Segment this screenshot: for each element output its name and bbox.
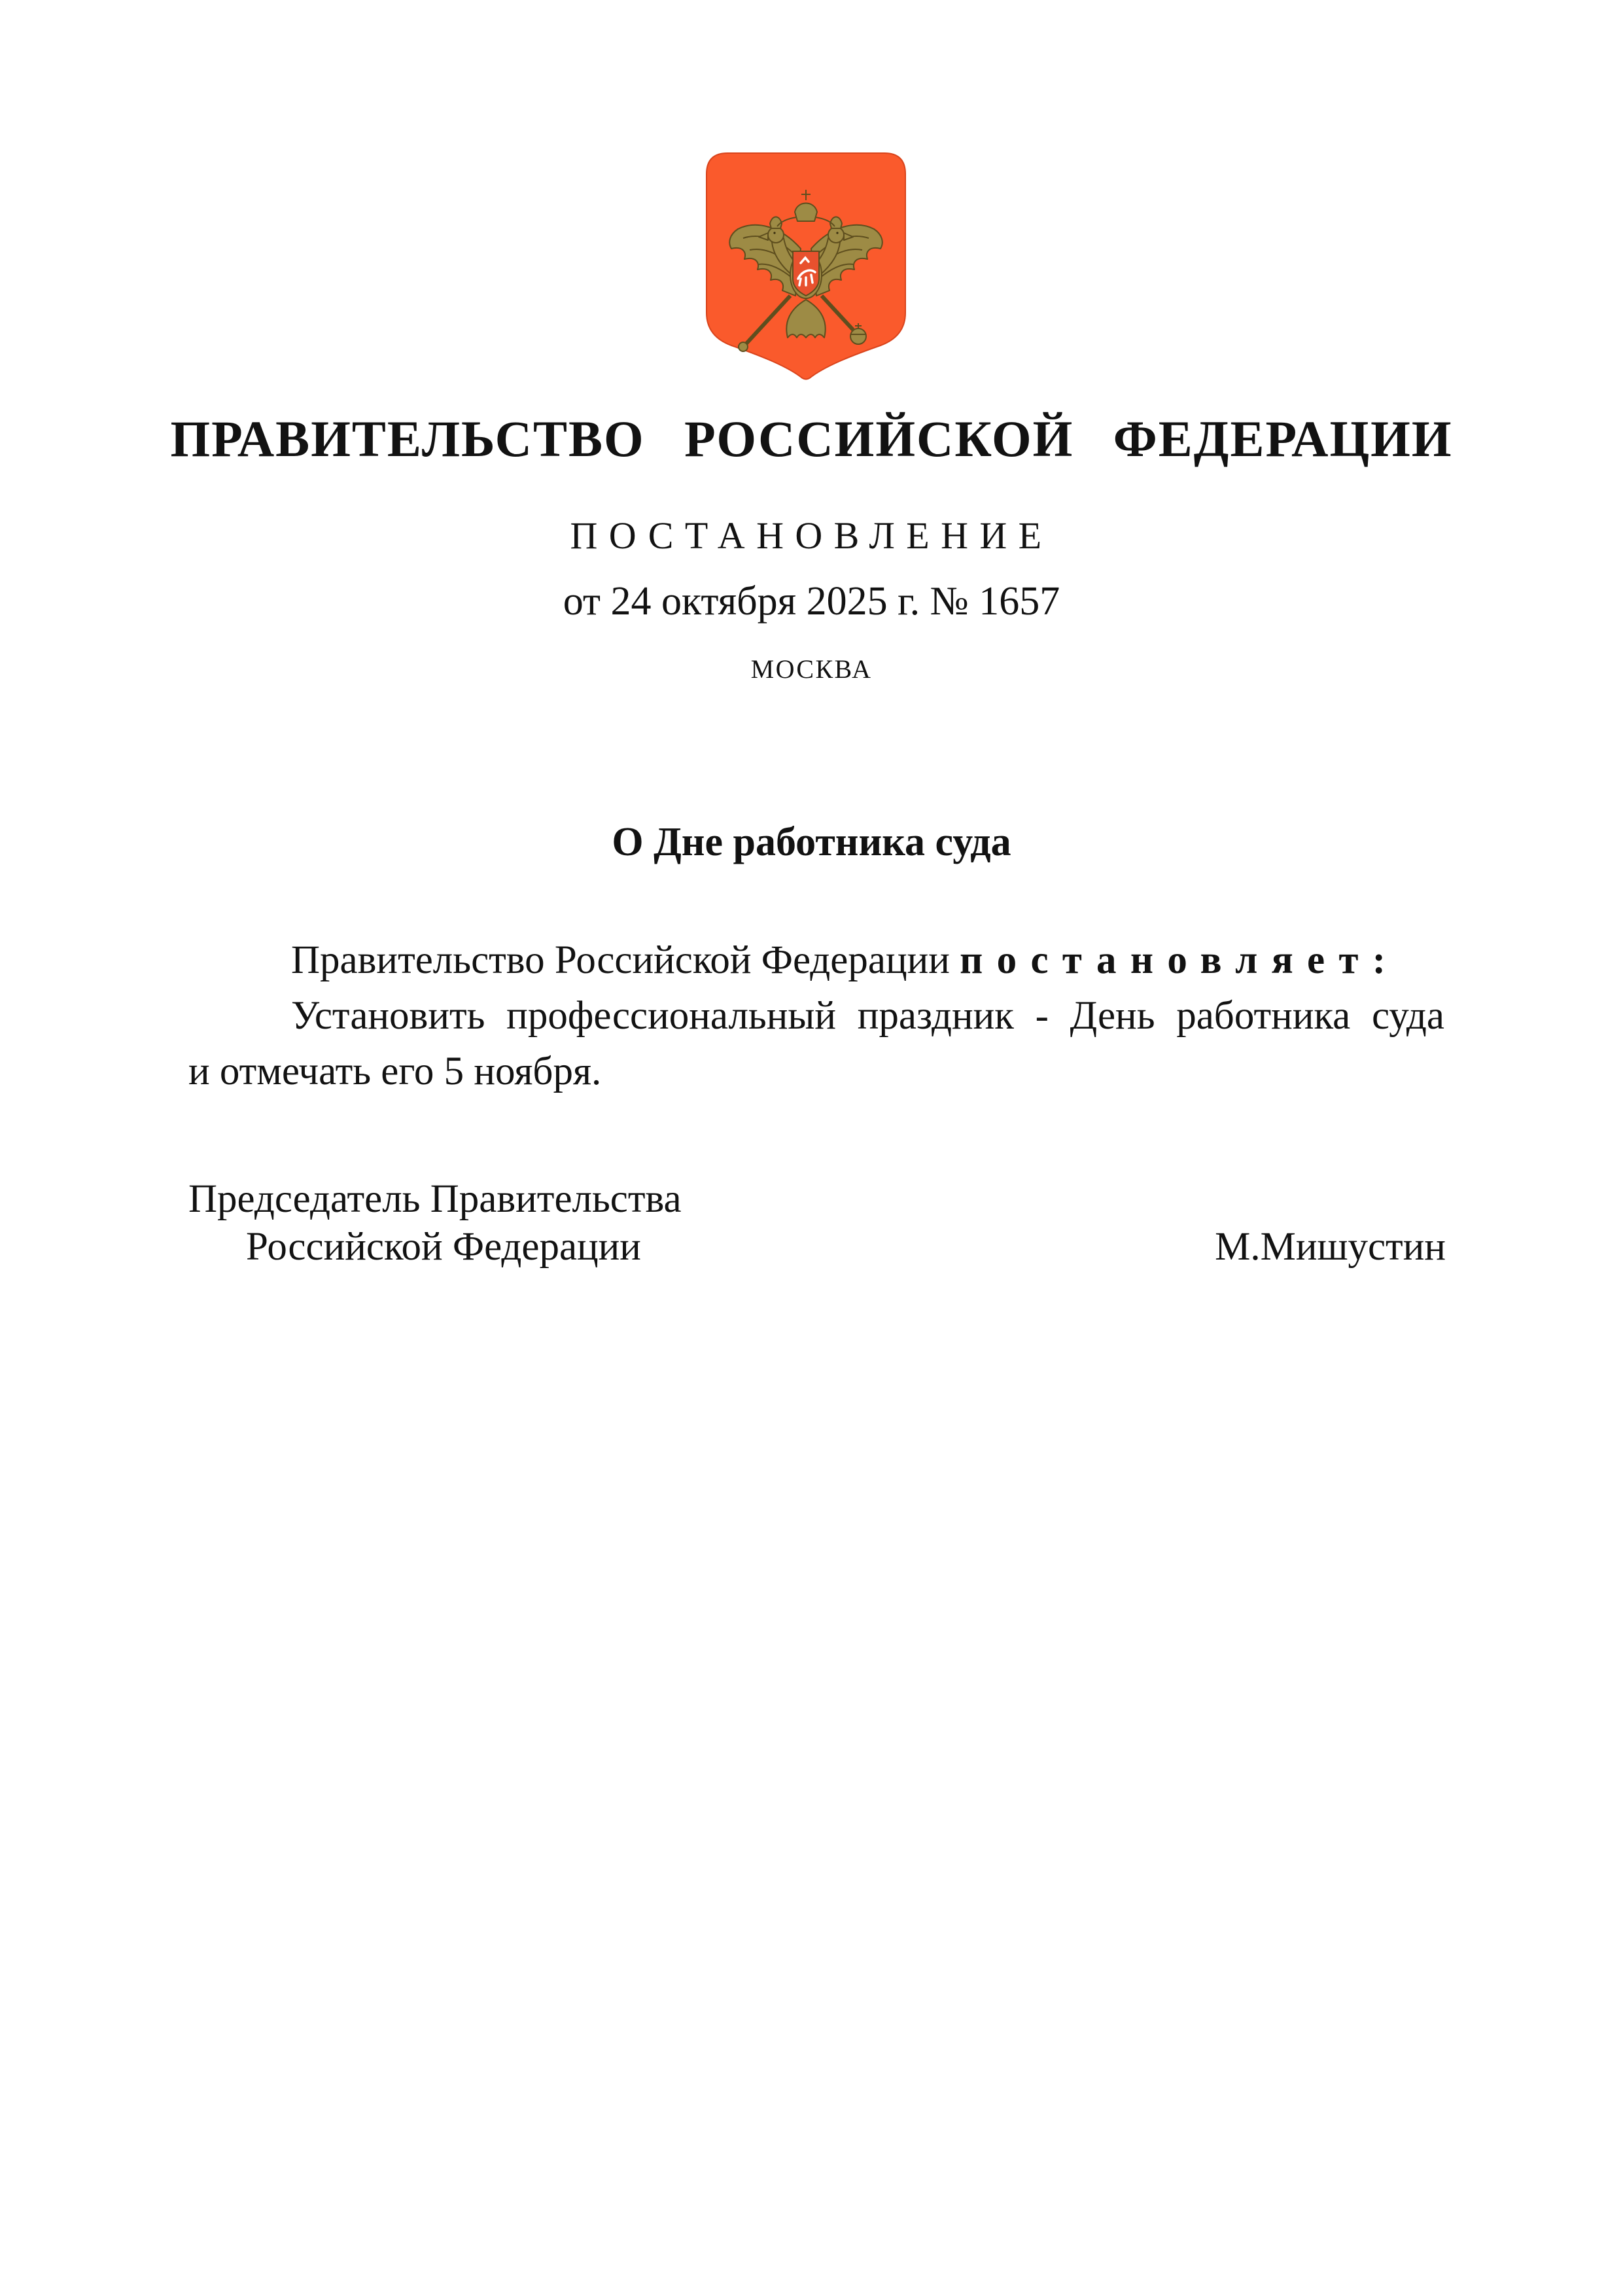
date-number-line: от 24 октября 2025 г. № 1657: [563, 579, 1060, 624]
doc-type-heading: ПОСТАНОВЛЕНИЕ: [570, 514, 1053, 557]
russia-coat-of-arms-icon: [703, 149, 909, 382]
resolution-text-line-1: Установить профессиональный праздник - День работника суда: [291, 994, 1444, 1038]
signature-block: [188, 1175, 1446, 1271]
body-text: [188, 932, 1444, 1099]
signer-position-line-2: Российской Федерации: [246, 1225, 641, 1269]
resolution-verb-bold: постановляет:: [960, 938, 1400, 982]
resolution-lead-line: [188, 932, 1444, 988]
city-label: МОСКВА: [750, 654, 873, 684]
document-title: О Дне работника суда: [612, 820, 1011, 864]
signer-position-line-1: Председатель Правительства: [188, 1177, 682, 1221]
resolution-text-line-2: и отмечать его 5 ноября.: [188, 1050, 602, 1093]
org-title: ПРАВИТЕЛЬСТВО РОССИЙСКОЙ ФЕДЕРАЦИИ: [170, 410, 1453, 467]
resolution-lead-normal: Правительство Российской Федерации: [291, 938, 960, 982]
signer-name: М.Мишустин: [1215, 1225, 1446, 1269]
